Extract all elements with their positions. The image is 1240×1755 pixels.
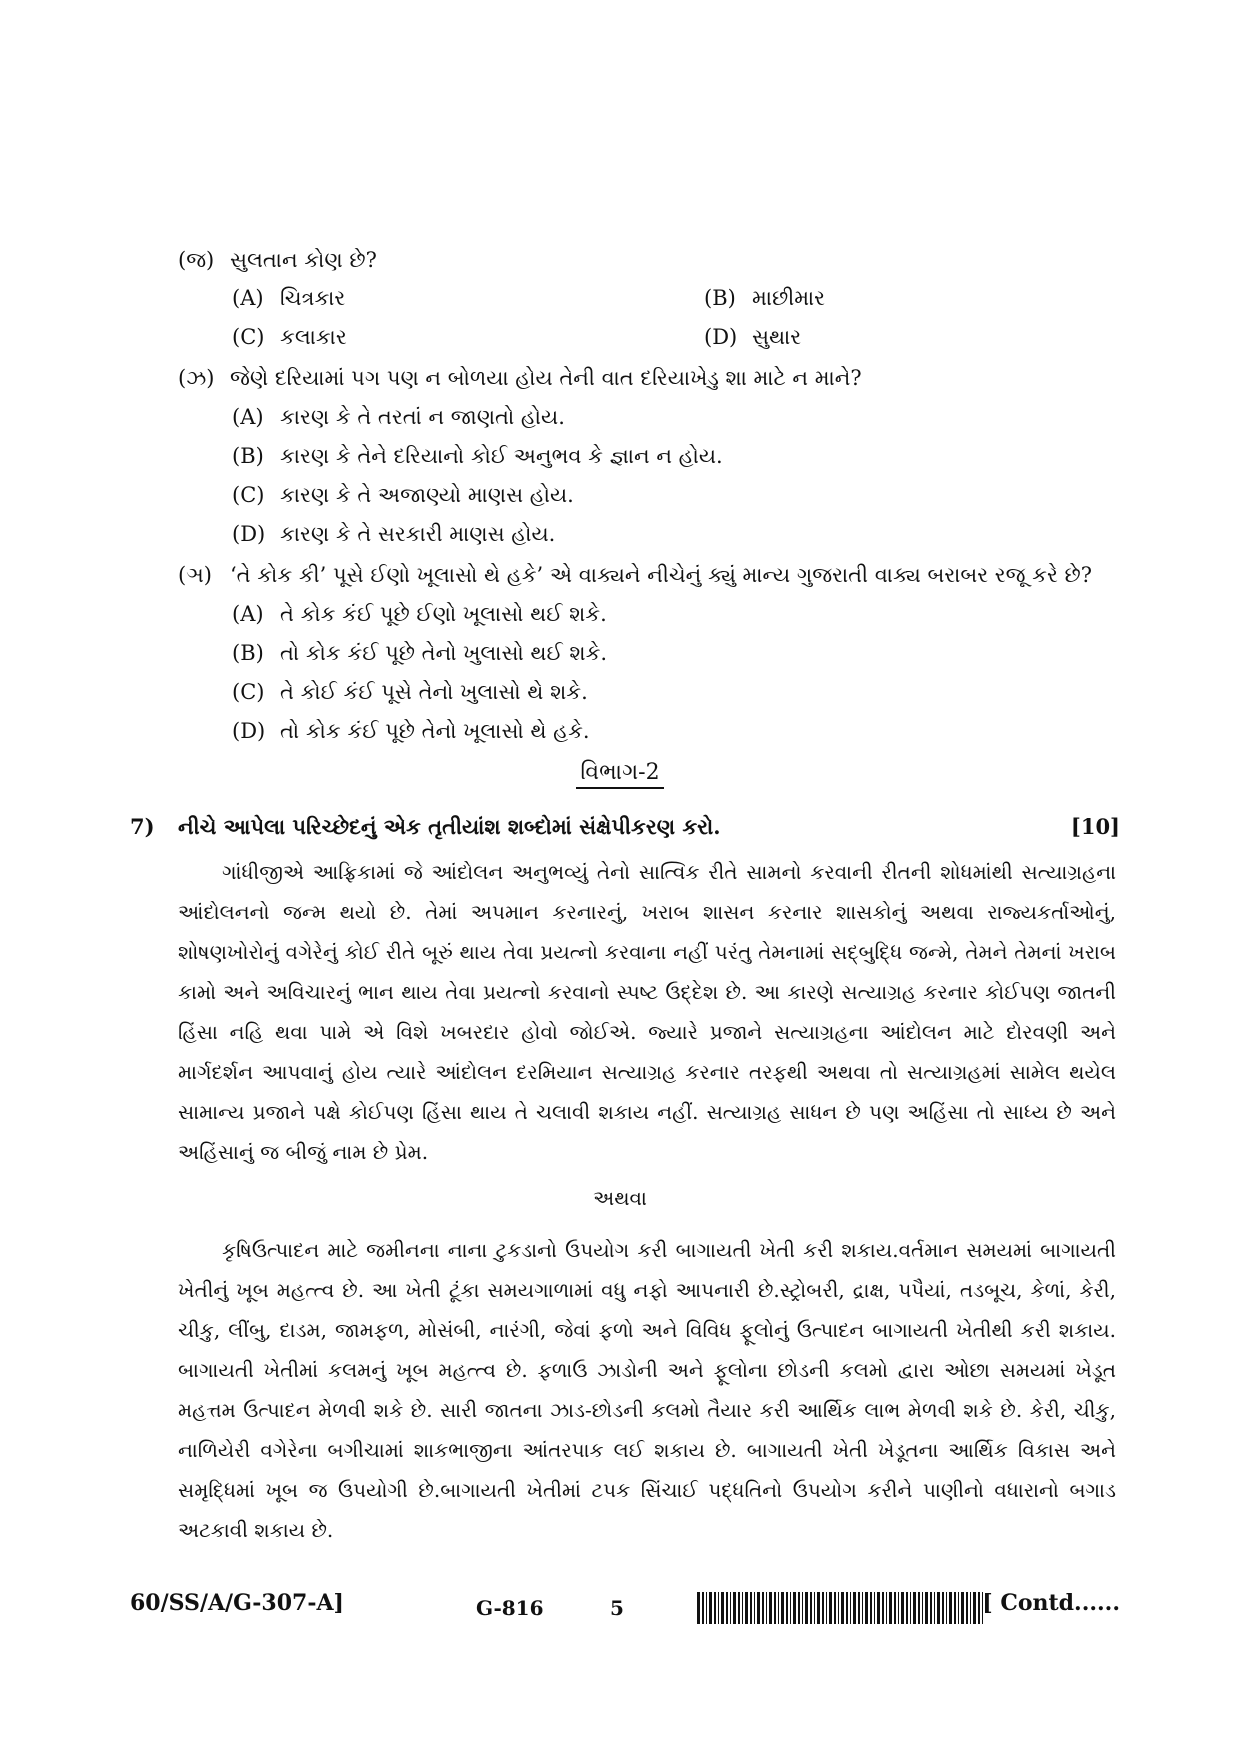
option-b [704,284,825,312]
question-text: નીચે આપેલા પરિચ્છેદનું એક તૃતીયાંશ શબ્દોમાં સંક્ષેપીકરણ કરો. [178,814,721,839]
option-label: (D) [232,522,266,546]
section-title-text: વિભાગ-2 [576,760,663,789]
option-text: સુથાર [752,325,802,349]
option-text: કારણ કે તે તરતાં ન જાણતો હોય. [280,405,565,429]
option-label: (A) [232,602,264,626]
option-text: ચિત્રકાર [280,286,346,310]
question-text: સુલતાન કોણ છે? [230,248,377,272]
option-text: કારણ કે તે સરકારી માણસ હોય. [280,522,556,546]
page-number: 5 [610,1596,624,1620]
option-d [232,520,555,548]
question-ja [178,246,377,274]
option-label: (C) [232,483,265,507]
option-text: કારણ કે તેને દરિયાનો કોઈ અનુભવ કે જ્ઞાન ન હોય. [280,444,723,468]
question-text: ‘તે કોક કી’ પૂસે ઈણો ખૂલાસો થે હકે’ એ વાક્યને નીચેનું ક્યું માન્ય ગુજરાતી વાક્ય બરાબર રજૂ કરે છે? [230,563,1093,587]
option-d [704,323,801,351]
question-number: 7) [130,814,155,839]
option-text: તે કોક કંઈ પૂછે ઈણો ખૂલાસો થઈ શકે. [280,602,607,626]
option-label: (B) [232,444,264,468]
question-text: જેણે દરિયામાં પગ પણ ન બોળયા હોય તેની વાત દરિયાખેડુ શા માટે ન માને? [230,366,862,390]
marks: [10] [1070,814,1120,839]
footer [130,1590,1120,1630]
option-c [232,678,588,706]
passage-2: કૃષિઉત્પાદન માટે જમીનના નાના ટુકડાનો ઉપયોગ કરી બાગાયતી ખેતી કરી શકાય.વર્તમાન સમયમાં બાગાયતી ખેતીનું ખૂબ મહત્ત્વ છે. આ ખેતી ટૂંકા સમયગાળામાં વધુ નફો આપનારી છે.સ્ટ્રોબરી, દ્રાક્ષ, પપૈયાં, તડબૂચ, કેળાં, કેરી, ચીકુ, લીંબુ, દાડમ, જામફળ, મોસંબી, નારંગી, જેવાં ફળો અને વિવિધ ફૂલોનું ઉત્પાદન બાગાયતી ખેતીથી કરી શકાય. બાગાયતી ખેતીમાં કલમનું ખૂબ મહત્ત્વ છે. ફળાઉ ઝાડોની અને ફૂલોના છોડની કલમો દ્વારા ઓછા સમયમાં ખેડૂત મહત્તમ ઉત્પાદન મેળવી શકે છે. સારી જાતના ઝાડ-છોડની કલમો તૈયાર કરી આર્થિક લાભ મેળવી શકે છે. કેરી, ચીકુ, નાળિયેરી વગેરેના બગીચામાં શાકભાજીના આંતરપાક લઈ શકાય છે. બાગાયતી ખેતી ખેડૂતના આર્થિક વિકાસ અને સમૃદ્ધિમાં ખૂબ જ ઉપયોગી છે.બાગાયતી ખેતીમાં ટપક સિંચાઈ પદ્ધતિનો ઉપયોગ કરીને પાણીનો વધારાનો બગાડ અટકાવી શકાય છે. [178,1238,1116,1542]
question-number: (જ) [178,248,215,272]
barcode-icon [697,1592,985,1624]
option-label: (D) [232,719,266,743]
option-c [232,323,347,351]
option-a [232,403,565,431]
option-d [232,717,590,745]
passage-1: ગાંધીજીએ આફ્રિકામાં જે આંદોલન અનુભવ્યું તેનો સાત્વિક રીતે સામનો કરવાની રીતની શોધમાંથી સત્યાગ્રહના આંદોલનનો જન્મ થયો છે. તેમાં અપમાન કરનારનું, ખરાબ શાસન કરનાર શાસકોનું અથવા રાજ્યકર્તાઓનું, શોષણખોરોનું વગેરેનું કોઈ રીતે બૂરું થાય તેવા પ્રયત્નો કરવાના નહીં પરંતુ તેમનામાં સદ્‌બુદ્ધિ જન્મે, તેમને તેમનાં ખરાબ કામો અને અવિચારનું ભાન થાય તેવા પ્રયત્નો કરવાનો સ્પષ્ટ ઉદ્દેશ છે. આ કારણે સત્યાગ્રહ કરનાર કોઈપણ જાતની હિંસા નહિ થવા પામે એ વિશે ખબરદાર હોવો જોઈએ. જ્યારે પ્રજાને સત્યાગ્રહના આંદોલન માટે દોરવણી અને માર્ગદર્શન આપવાનું હોય ત્યારે આંદોલન દરમિયાન સત્યાગ્રહ કરનાર તરફથી અથવા તો સત્યાગ્રહમાં સામેલ થયેલ સામાન્ય પ્રજાને પક્ષે કોઈપણ હિંસા થાય તે ચલાવી શકાય નહીં. સત્યાગ્રહ સાધન છે પણ અહિંસા તો સાધ્ય છે અને અહિંસાનું જ બીજું નામ છે પ્રેમ. [178,860,1116,1164]
option-text: માછીમાર [752,286,826,310]
section-title [0,758,1240,788]
option-text: તે કોઈ કંઈ પૂસે તેનો ખુલાસો થે શકે. [280,680,588,704]
question-nya [178,561,1092,589]
option-text: તો કોક કંઈ પૂછે તેનો ખુલાસો થઈ શકે. [280,641,608,665]
option-label: (A) [232,405,264,429]
continued-label: [ Contd...... [982,1590,1120,1616]
option-label: (C) [232,325,265,349]
question-number: (ઝ) [178,366,215,390]
option-c [232,481,574,509]
paper-code: 60/SS/A/G-307-A] [130,1590,344,1616]
question-jha [178,364,862,392]
option-a [232,600,607,628]
option-b [232,442,723,470]
option-text: કલાકાર [280,325,347,349]
option-label: (B) [704,286,736,310]
option-b [232,639,607,667]
option-label: (C) [232,680,265,704]
option-label: (D) [704,325,738,349]
option-label: (A) [232,286,264,310]
or-separator: અથવા [593,1186,647,1210]
option-label: (B) [232,641,264,665]
series-code: G-816 [476,1596,544,1620]
option-text: કારણ કે તે અજાણ્યો માણસ હોય. [280,483,574,507]
option-text: તો કોક કંઈ પૂછે તેનો ખૂલાસો થે હકે. [280,719,590,743]
question-number: (ઞ) [178,563,212,587]
option-a [232,284,345,312]
